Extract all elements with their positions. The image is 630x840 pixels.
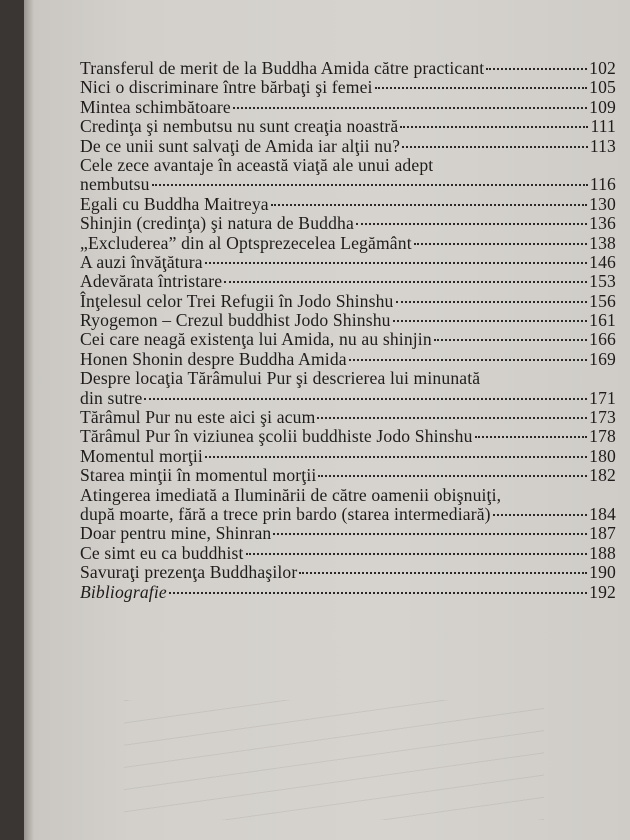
dot-leader	[318, 475, 587, 477]
toc-entry-page: 192	[589, 581, 616, 602]
dot-leader	[205, 456, 587, 458]
toc-entry-page: 109	[589, 96, 616, 117]
toc-entry	[80, 155, 616, 174]
dot-leader	[356, 223, 587, 225]
toc-entry-title: „Excluderea” din al Optsprezecelea Legământ	[80, 232, 412, 253]
toc-entry-title: Transferul de merit de la Buddha Amida către practicant	[80, 58, 485, 78]
toc-entry-title: Doar pentru mine, Shinran	[80, 523, 272, 544]
toc-entry-title: Despre locaţia Tărâmului Pur şi descrierea lui minunată	[80, 368, 481, 389]
dot-leader	[299, 572, 587, 574]
toc-entry-title: De ce unii sunt salvaţi de Amida iar alţii nu?	[80, 135, 401, 156]
toc-entry	[80, 116, 616, 135]
dot-leader	[402, 146, 588, 148]
toc-entry-page: 182	[589, 465, 616, 486]
dot-leader	[400, 126, 588, 128]
toc-entry-page: 178	[589, 426, 616, 447]
toc-entry-page: 180	[589, 445, 616, 466]
toc-entry-page: 116	[589, 174, 616, 195]
toc-entry-title: Momentul morţii	[80, 445, 203, 466]
dot-leader	[144, 398, 587, 400]
show-through-texture	[124, 700, 544, 820]
dot-leader	[233, 107, 587, 109]
toc-entry	[80, 523, 616, 542]
toc-entry-title: Nici o discriminare între bărbaţi şi femei	[80, 77, 373, 98]
toc-entry-title: Cele zece avantaje în această viaţă ale unui adept	[80, 154, 434, 175]
toc-entry-page: 171	[589, 387, 616, 408]
toc-entry-title: Atingerea imediată a Iluminării de către oamenii obişnuiţi,	[80, 484, 502, 505]
toc-entry-title: Tărâmul Pur nu este aici şi acum	[80, 407, 316, 428]
toc-entry-title: Bibliografie	[80, 581, 167, 602]
toc-entry	[80, 213, 616, 232]
dot-leader	[396, 301, 588, 303]
toc-entry-page: 111	[590, 116, 616, 137]
toc-entry-page: 130	[589, 193, 616, 214]
toc-entry	[80, 329, 616, 348]
dot-leader	[486, 68, 587, 70]
toc-entry-page: 113	[589, 135, 616, 156]
toc-entry	[80, 58, 616, 77]
toc-entry-title: Egali cu Buddha Maitreya	[80, 193, 269, 214]
toc-entry	[80, 291, 616, 310]
toc-entry	[80, 233, 616, 252]
toc-entry	[80, 485, 616, 504]
toc-entry-title: Savuraţi prezenţa Buddhaşilor	[80, 562, 298, 583]
toc-entry-title: Credinţa şi nembutsu nu sunt creaţia noastră	[80, 116, 399, 137]
toc-entry-title: Mintea schimbătoare	[80, 96, 231, 117]
toc-entry-page: 138	[589, 232, 616, 253]
toc-entry-title: Shinjin (credinţa) şi natura de Buddha	[80, 213, 354, 234]
dot-leader	[205, 262, 587, 264]
toc-entry	[80, 97, 616, 116]
dot-leader	[493, 514, 587, 516]
toc-entry	[80, 465, 616, 484]
dot-leader	[273, 533, 587, 535]
toc-entry-title: Înţelesul celor Trei Refugii în Jodo Shinshu	[80, 290, 394, 311]
dot-leader	[393, 320, 588, 322]
toc-entry	[80, 271, 616, 290]
toc-entry	[80, 174, 616, 193]
dot-leader	[246, 553, 588, 555]
toc-entry	[80, 446, 616, 465]
toc-entry-page: 169	[589, 348, 616, 369]
dot-leader	[169, 592, 587, 594]
toc-entry-title: Tărâmul Pur în viziunea şcolii buddhiste Jodo Shinshu	[80, 426, 473, 447]
toc-entry-page: 153	[589, 271, 616, 292]
toc-entry-page: 190	[589, 562, 616, 583]
dot-leader	[152, 184, 588, 186]
toc-entry-title: Ryogemon – Crezul buddhist Jodo Shinshu	[80, 310, 391, 331]
toc-entry-title: nembutsu	[80, 174, 150, 195]
table-of-contents	[80, 58, 616, 601]
toc-entry	[80, 194, 616, 213]
toc-entry-title: din sutre	[80, 387, 143, 408]
toc-entry	[80, 562, 616, 581]
toc-entry-title: Honen Shonin despre Buddha Amida	[80, 348, 347, 369]
toc-entry	[80, 349, 616, 368]
toc-entry	[80, 77, 616, 96]
dot-leader	[434, 339, 587, 341]
toc-entry	[80, 426, 616, 445]
toc-entry-page: 105	[589, 77, 616, 98]
toc-entry-title: Cei care neagă existenţa lui Amida, nu au shinjin	[80, 329, 432, 350]
toc-entry	[80, 543, 616, 562]
toc-entry-title: Starea minţii în momentul morţii	[80, 465, 317, 486]
dot-leader	[271, 204, 587, 206]
toc-entry-page: 146	[589, 251, 616, 272]
toc-entry-page: 161	[589, 310, 616, 331]
toc-entry	[80, 582, 616, 601]
dot-leader	[375, 87, 588, 89]
toc-entry	[80, 368, 616, 387]
toc-entry-page: 102	[589, 58, 616, 78]
toc-entry-title: după moarte, fără a trece prin bardo (starea intermediară)	[80, 503, 491, 524]
toc-entry-page: 156	[589, 290, 616, 311]
dot-leader	[414, 243, 587, 245]
dot-leader	[317, 417, 587, 419]
page-edge-shadow	[24, 0, 34, 840]
toc-entry	[80, 252, 616, 271]
toc-entry-page: 187	[589, 523, 616, 544]
dot-leader	[349, 359, 587, 361]
toc-entry-page: 136	[589, 213, 616, 234]
toc-entry-page: 188	[589, 542, 616, 563]
toc-entry-page: 166	[589, 329, 616, 350]
toc-entry-page: 173	[589, 407, 616, 428]
toc-entry-title: Adevărata întristare	[80, 271, 223, 292]
toc-entry	[80, 388, 616, 407]
dot-leader	[224, 281, 587, 283]
toc-entry	[80, 310, 616, 329]
dot-leader	[475, 436, 588, 438]
toc-entry-title: Ce simt eu ca buddhist	[80, 542, 244, 563]
book-page	[24, 0, 630, 840]
toc-entry	[80, 504, 616, 523]
toc-entry	[80, 407, 616, 426]
toc-entry	[80, 136, 616, 155]
toc-entry-title: A auzi învăţătura	[80, 251, 203, 272]
toc-entry-page: 184	[589, 503, 616, 524]
